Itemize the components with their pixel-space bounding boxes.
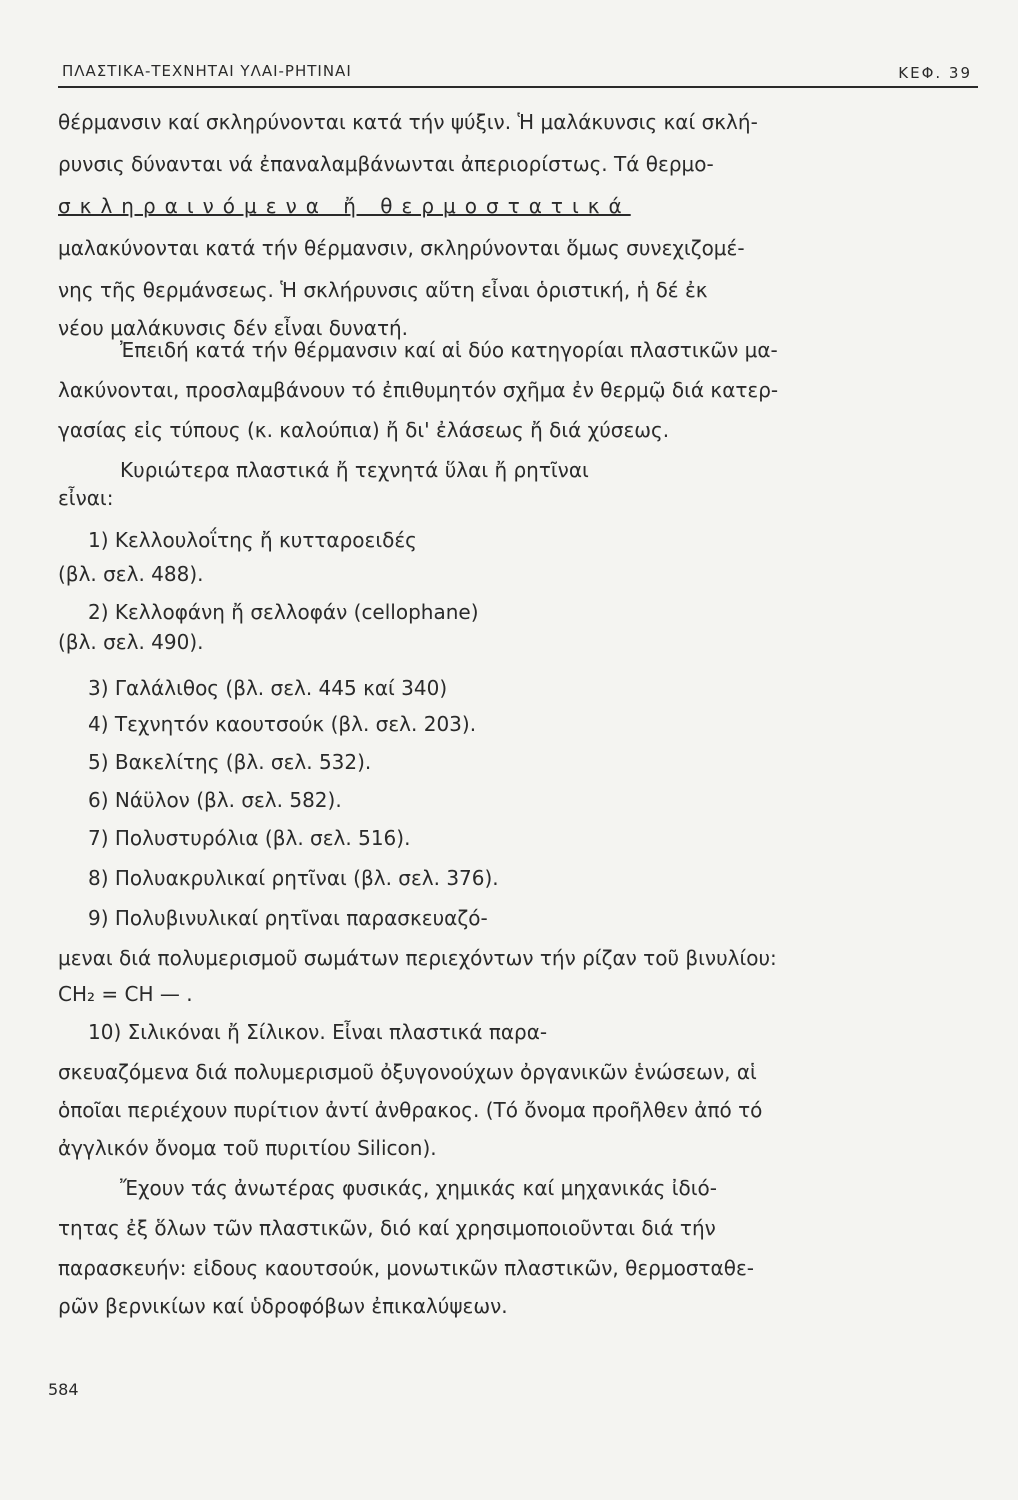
text-line: σκευαζόμενα διά πολυμερισμοῦ ὀξυγονούχων ὀργανικῶν ἑνώσεων, αἱ [58,1060,757,1084]
list-item: 4) Τεχνητόν καουτσούκ (βλ. σελ. 203). [88,712,477,736]
text-line: Κυριώτερα πλαστικά ἤ τεχνητά ὕλαι ἤ ρητῖναι [120,458,589,482]
text-line: θέρμανσιν καί σκληρύνονται κατά τήν ψύξιν. Ἡ μαλάκυνσις καί σκλή- [58,110,758,134]
text-line: γασίας εἰς τύπους (κ. καλούπια) ἤ δι' ἐλάσεως ἤ διά χύσεως. [58,418,670,442]
text-line: εἶναι: [58,486,114,510]
text-line: λακύνονται, προσλαμβάνουν τό ἐπιθυμητόν σχῆμα ἐν θερμῷ διά κατερ- [58,378,779,402]
text-line: νέου μαλάκυνσις δέν εἶναι δυνατή. [58,316,409,340]
text-line: Ἔχουν τάς ἀνωτέρας φυσικάς, χημικάς καί μηχανικάς ἰδιό- [120,1176,717,1200]
text-line: Ἐπειδή κατά τήν θέρμανσιν καί αἱ δύο κατηγορίαι πλαστικῶν μα- [120,338,778,362]
page-header-title: ΠΛΑΣΤΙΚΑ-ΤΕΧΝΗΤΑΙ ΥΛΑΙ-ΡΗΤΙΝΑΙ [62,62,352,80]
text-line: μαλακύνονται κατά τήν θέρμανσιν, σκληρύνονται ὅμως συνεχιζομέ- [58,236,745,260]
page-number: 584 [48,1380,79,1399]
list-item: 5) Βακελίτης (βλ. σελ. 532). [88,750,372,774]
list-item: 3) Γαλάλιθος (βλ. σελ. 445 καί 340) [88,676,448,700]
text-line: ὁποῖαι περιέχουν πυρίτιον ἀντί ἀνθρακος. (Τό ὄνομα προῆλθεν ἀπό τό [58,1098,763,1122]
list-item: 7) Πολυστυρόλια (βλ. σελ. 516). [88,826,411,850]
list-item-ref: (βλ. σελ. 488). [58,562,204,586]
list-item-ref: (βλ. σελ. 490). [58,630,204,654]
list-item: 2) Κελλοφάνη ἤ σελλοφάν (cellophane) [88,600,479,624]
text-line: παρασκευήν: εἰδους καουτσούκ, μονωτικῶν πλαστικῶν, θερμοσταθε- [58,1256,755,1280]
list-item: 10) Σιλικόναι ἤ Σίλικον. Εἶναι πλαστικά παρα- [88,1020,548,1044]
text-line: μεναι διά πολυμερισμοῦ σωμάτων περιεχόντων τήν ρίζαν τοῦ βινυλίου: [58,946,777,970]
list-item: 8) Πολυακρυλικαί ρητῖναι (βλ. σελ. 376). [88,866,499,890]
text-line-emphasis: σκληραινόμενα ἤ θερμοστατικά [58,194,631,218]
text-line: ρυνσις δύνανται νά ἐπαναλαμβάνωνται ἀπεριορίστως. Τά θερμο- [58,152,714,176]
list-item: 6) Νάϋλον (βλ. σελ. 582). [88,788,342,812]
header-divider [58,86,978,88]
page-header-chapter: ΚΕΦ. 39 [898,64,972,82]
list-item: 9) Πολυβινυλικαί ρητῖναι παρασκευαζό- [88,906,488,930]
text-line: ἀγγλικόν ὄνομα τοῦ πυριτίου Silicon). [58,1136,437,1160]
formula-line: CH₂ = CH — . [58,982,193,1006]
text-line: τητας ἐξ ὅλων τῶν πλαστικῶν, διό καί χρησιμοποιοῦνται διά τήν [58,1216,716,1240]
text-line: νης τῆς θερμάνσεως. Ἡ σκλήρυνσις αὕτη εἶναι ὁριστική, ἡ δέ ἐκ [58,278,708,302]
list-item: 1) Κελλουλοΐτης ἤ κυτταροειδές [88,528,417,552]
text-line: ρῶν βερνικίων καί ὑδροφόβων ἐπικαλύψεων. [58,1294,508,1318]
